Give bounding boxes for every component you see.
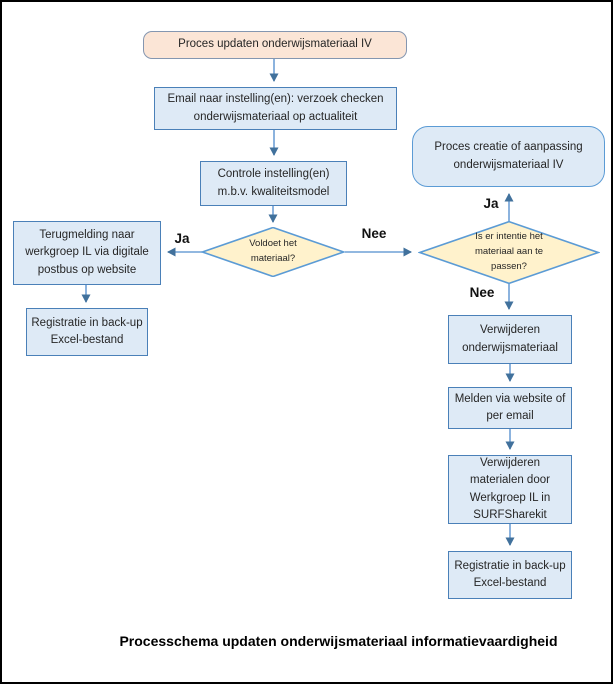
decision-intentie-aanpassen <box>418 221 600 284</box>
decision-label-wrap <box>201 227 345 277</box>
node-label: Verwijderen materialen door Werkgroep IL in SURFSharekit <box>469 457 551 521</box>
node-label: Registratie in back-up Excel-bestand <box>454 559 566 589</box>
node-proces-creatie-aanpassing <box>412 126 605 187</box>
node-melden-website-email <box>448 387 572 429</box>
node-registratie-backup-rechts <box>448 551 572 599</box>
edge-label-nee-middle: Nee <box>361 226 387 241</box>
edge-label-ja-left: Ja <box>174 231 190 246</box>
node-verwijderen-onderwijsmateriaal <box>448 315 572 364</box>
node-terugmelding-werkgroep <box>13 221 161 285</box>
decision-voldoet-materiaal <box>201 227 345 277</box>
node-label: Controle instelling(en) m.b.v. kwaliteitsmodel <box>217 168 330 198</box>
diagram-caption: Processchema updaten onderwijsmateriaal informatievaardigheid <box>119 633 558 649</box>
decision-label: Is er intentie het materiaal aan te passen? <box>474 231 544 272</box>
decision-label: Voldoet het materiaal? <box>249 238 297 264</box>
node-registratie-backup-links <box>26 308 148 356</box>
node-start-proces-updaten <box>143 31 407 59</box>
decision-label-wrap <box>418 221 600 284</box>
node-label: Proces creatie of aanpassing onderwijsmateriaal IV <box>434 141 583 171</box>
node-label: Proces updaten onderwijsmateriaal IV <box>178 38 372 51</box>
node-label: Terugmelding naar werkgroep IL via digitale postbus op website <box>25 229 149 276</box>
node-verwijderen-surfsharekit <box>448 455 572 524</box>
edge-label-nee-bottom: Nee <box>469 285 495 300</box>
node-email-naar-instellingen <box>154 87 397 130</box>
node-label: Registratie in back-up Excel-bestand <box>31 316 143 346</box>
node-controle-instellingen <box>200 161 347 206</box>
node-label: Verwijderen onderwijsmateriaal <box>462 324 558 354</box>
edge-label-ja-right: Ja <box>483 196 499 211</box>
node-label: Email naar instelling(en): verzoek checken onderwijsmateriaal op actualiteit <box>167 93 384 123</box>
node-label: Melden via website of per email <box>454 392 566 422</box>
